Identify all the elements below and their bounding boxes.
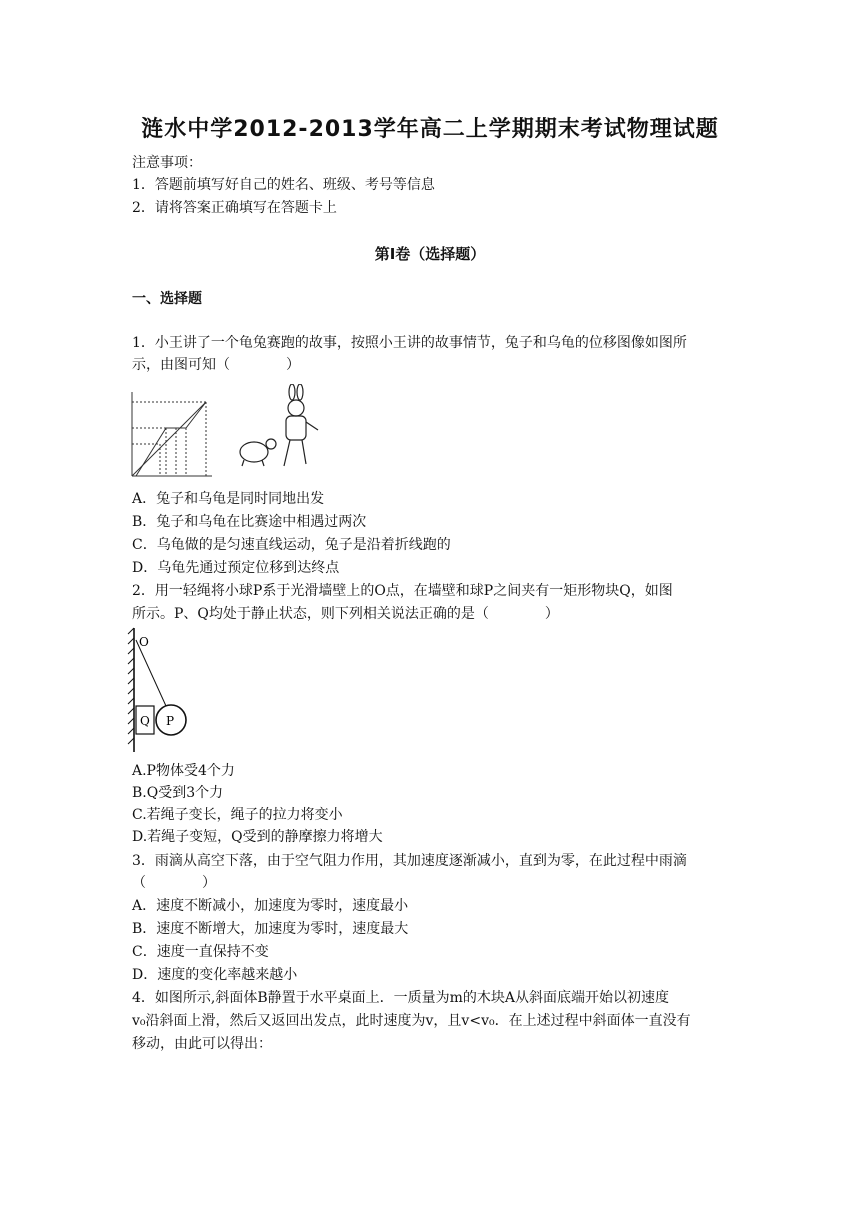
q3-option: C．速度一直保持不变	[132, 944, 269, 960]
q4-stem-line: v₀沿斜面上滑，然后又返回出发点，此时速度为v，且v<v₀．在上述过程中斜面体一直没有	[132, 1013, 691, 1029]
page-title: 涟水中学2012-2013学年高二上学期期末考试物理试题	[141, 117, 719, 142]
label-o: O	[139, 635, 149, 649]
q1-option: C．乌龟做的是匀速直线运动，兔子是沿着折线跑的	[132, 537, 451, 553]
q4-stem-line: 移动，由此可以得出：	[132, 1036, 272, 1052]
q4-stem-line: 4．如图所示,斜面体B静置于水平桌面上．一质量为m的木块A从斜面底端开始以初速度	[132, 990, 670, 1006]
label-p: P	[166, 714, 175, 728]
q1-option: D．乌龟先通过预定位移到达终点	[132, 560, 340, 576]
q1-stem-line: 示，由图可知（ ）	[132, 357, 300, 373]
q2-option: A.P物体受4个力	[132, 763, 235, 779]
q2-option: C.若绳子变长，绳子的拉力将变小	[132, 807, 343, 823]
q1-figure	[126, 384, 326, 482]
wall	[128, 628, 134, 752]
q3-option: A．速度不断减小，加速度为零时，速度最小	[132, 898, 409, 914]
q2-stem-line: 所示。P、Q均处于静止状态，则下列相关说法正确的是（ ）	[132, 606, 559, 622]
q3-option: D．速度的变化率越来越小	[132, 967, 298, 983]
q3-stem-line: （ ）	[132, 875, 216, 891]
rabbit-icon	[284, 384, 318, 466]
q2-option: D.若绳子变短，Q受到的静摩擦力将增大	[132, 829, 383, 845]
q3-option: B．速度不断增大，加速度为零时，速度最大	[132, 921, 409, 937]
notice-item: 2．请将答案正确填写在答题卡上	[132, 200, 337, 216]
notice-heading: 注意事项：	[132, 155, 202, 171]
rope	[136, 640, 166, 706]
q1-stem-line: 1．小王讲了一个龟兔赛跑的故事，按照小王讲的故事情节，兔子和乌龟的位移图像如图所	[132, 335, 687, 351]
q2-figure	[126, 626, 206, 754]
displacement-time-graph	[132, 392, 212, 476]
part-title: 第Ⅰ卷（选择题）	[374, 245, 486, 263]
q2-option: B.Q受到3个力	[132, 785, 224, 801]
label-q: Q	[140, 714, 150, 728]
q2-stem-line: 2．用一轻绳将小球P系于光滑墙壁上的O点，在墙壁和球P之间夹有一矩形物块Q，如图	[132, 583, 673, 599]
q3-stem-line: 3．雨滴从高空下落，由于空气阻力作用，其加速度逐渐减小，直到为零，在此过程中雨滴	[132, 853, 687, 869]
q1-option: B．兔子和乌龟在比赛途中相遇过两次	[132, 514, 367, 530]
notice-item: 1．答题前填写好自己的姓名、班级、考号等信息	[132, 177, 435, 193]
q1-option: A．兔子和乌龟是同时同地出发	[132, 491, 325, 507]
section-title: 一、选择题	[132, 291, 202, 307]
tortoise-icon	[240, 439, 276, 466]
